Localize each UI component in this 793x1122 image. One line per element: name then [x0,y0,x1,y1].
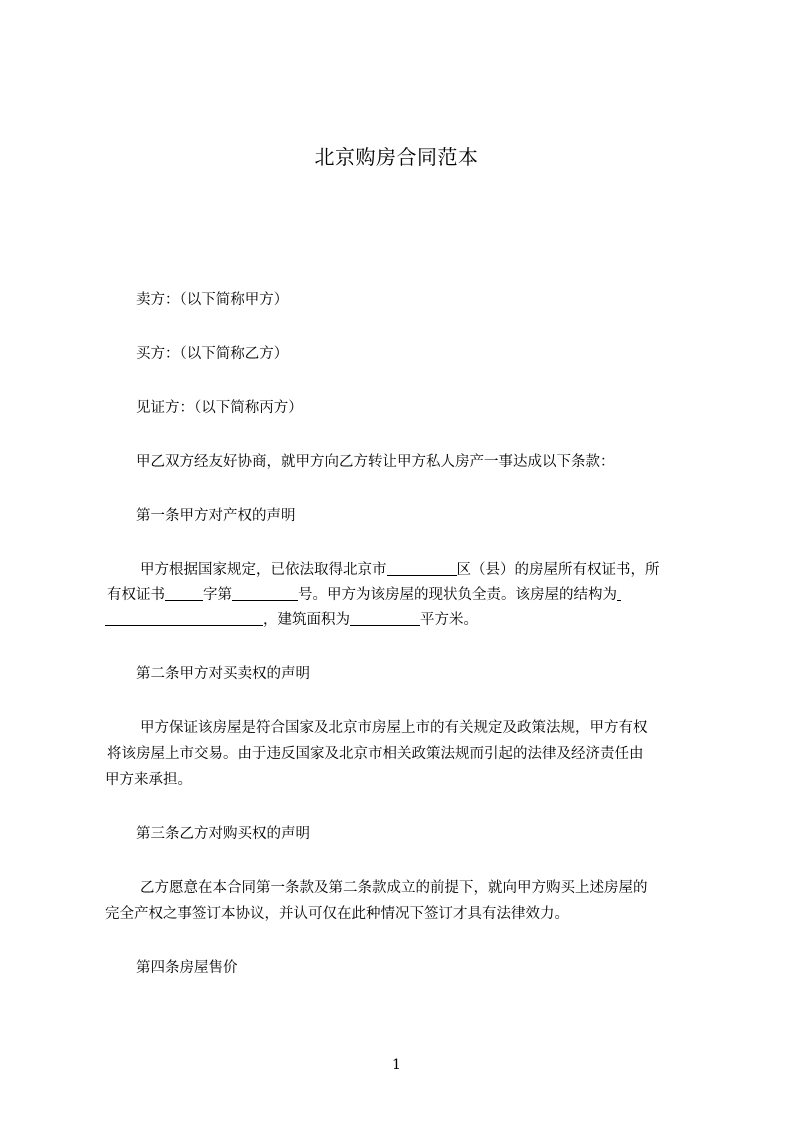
structure-blank-start [617,585,621,601]
structure-blank [105,610,263,626]
area-blank [350,610,420,626]
buyer-line: 买方：（以下简称乙方） [136,346,289,362]
article2-line3: 甲方来承担。 [105,772,192,788]
article1-text: 字第 [203,587,232,603]
article2-line2: 将该房屋上市交易。由于违反国家及北京市相关政策法规而引起的法律及经济责任由 [107,746,644,762]
article2-line1: 甲方保证该房屋是符合国家及北京市房屋上市的有关规定及政策法规，甲方有权 [140,720,648,736]
article1-line1 [140,560,660,580]
article1-heading: 第一条甲方对产权的声明 [136,508,296,524]
article1-line2 [107,585,621,605]
article1-text: ，建筑面积为 [263,612,350,628]
article1-text: 区（县）的房屋所有权证书，所 [456,562,660,578]
article1-text: 平方米。 [420,612,478,628]
article1-text: 有权证书 [107,587,165,603]
seller-line: 卖方：（以下简称甲方） [136,292,289,308]
article1-line3 [105,610,478,630]
article2-heading: 第二条甲方对买卖权的声明 [136,666,310,682]
intro-paragraph: 甲乙双方经友好协商，就甲方向乙方转让甲方私人房产一事达成以下条款： [136,454,615,470]
page-number: 1 [392,1057,401,1073]
article1-text: 号。甲方为该房屋的现状负全责。该房屋的结构为 [298,587,617,603]
district-blank [387,560,457,576]
document-title: 北京购房合同范本 [314,145,479,169]
cert-number-blank [232,585,298,601]
article3-line2: 完全产权之事签订本协议，并认可仅在此种情况下签订才具有法律效力。 [105,906,569,922]
article3-line1: 乙方愿意在本合同第一条款及第二条款成立的前提下，就向甲方购买上述房屋的 [140,880,648,896]
article3-heading: 第三条乙方对购买权的声明 [136,826,310,842]
article4-heading: 第四条房屋售价 [136,960,238,976]
cert-prefix-blank [165,585,203,601]
witness-line: 见证方：（以下简称丙方） [136,400,303,416]
article1-text: 甲方根据国家规定，已依法取得北京市 [140,562,387,578]
